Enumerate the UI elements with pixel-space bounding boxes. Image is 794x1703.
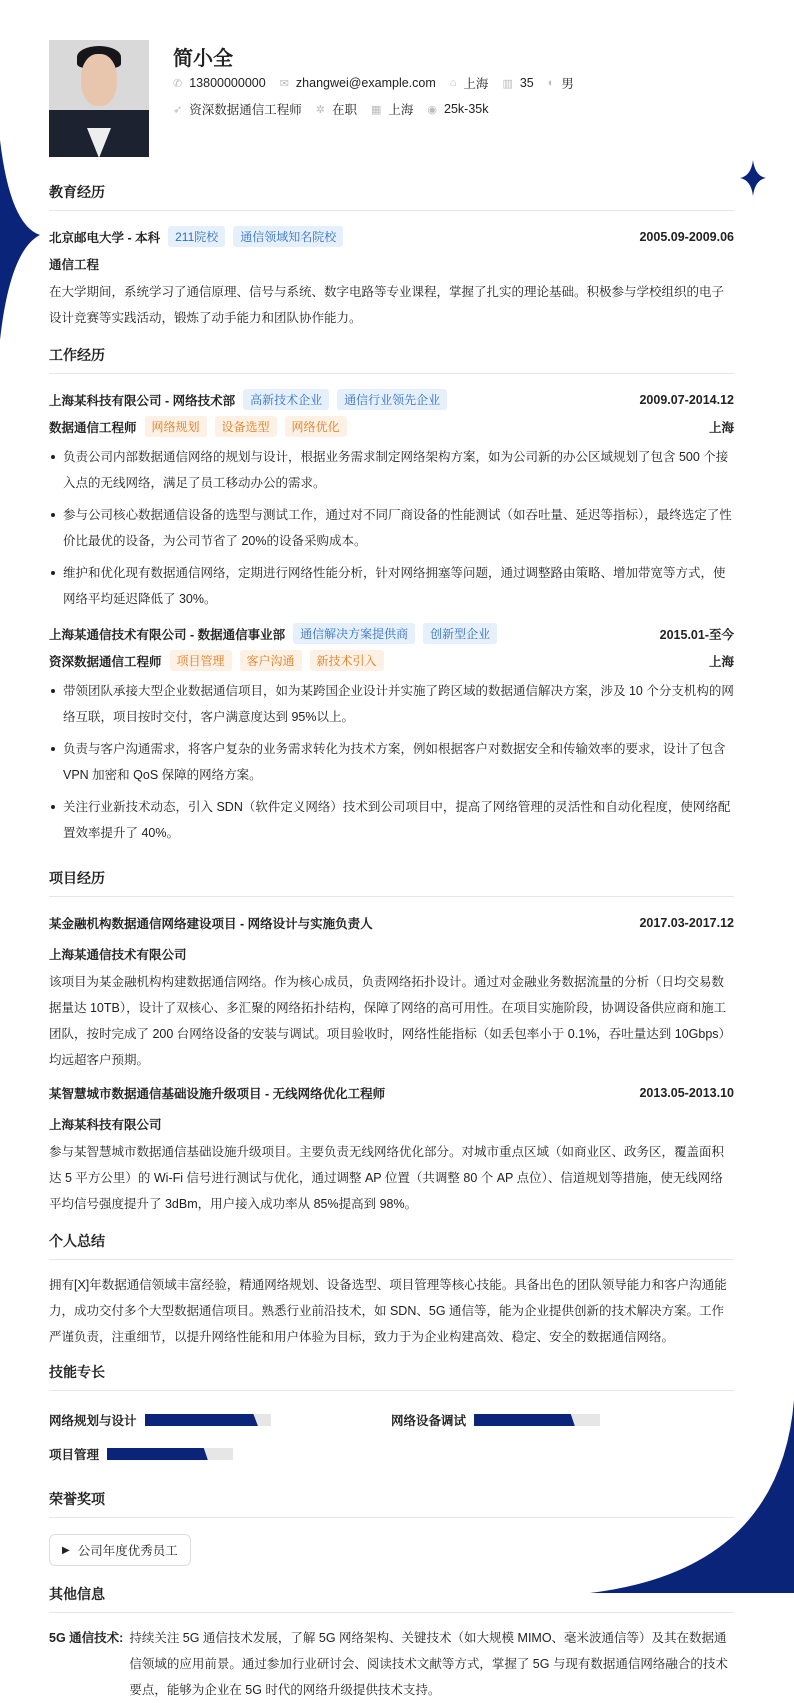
award-name: 公司年度优秀员工	[77, 1544, 178, 1558]
city: 上海	[463, 77, 489, 91]
skill-bar	[107, 1448, 233, 1460]
skill-tag: 网络优化	[285, 416, 347, 437]
tag: 通信领域知名院校	[233, 226, 343, 247]
avatar-photo	[49, 40, 149, 157]
skill-name: 网络规划与设计	[49, 1414, 137, 1428]
skill-tag: 客户沟通	[240, 650, 302, 671]
mail-icon: ✉	[279, 77, 289, 90]
skill-item	[391, 1403, 733, 1437]
project-item	[49, 909, 734, 1073]
bullet: 负责与客户沟通需求，将客户复杂的业务需求转化为技术方案，例如根据客户对数据安全和传输效率的要求，设计了包含 VPN 加密和 QoS 保障的网络方案。	[49, 736, 734, 788]
skill-name: 项目管理	[49, 1448, 100, 1462]
star-icon	[740, 160, 766, 196]
period: 2015.01-至今	[659, 627, 734, 642]
section-title: 其他信息	[49, 1584, 734, 1613]
status-icon: ✲	[315, 103, 325, 116]
section-title: 个人总结	[49, 1231, 734, 1260]
projects-section	[49, 868, 734, 1217]
bullet: 关注行业新技术动态，引入 SDN（软件定义网络）技术到公司项目中，提高了网络管理的灵活性和自动化程度，使网络配置效率提升了 40%。	[49, 794, 734, 846]
other-text: 持续关注 5G 通信技术发展，了解 5G 网络架构、关键技术（如大规模 MIMO、毫米波通信等）及其在数据通信领域的应用前景。通过参加行业研讨会、阅读技术文献等方式，掌握了 5G 与现有数据通信网络融合的技术要点，能够为企业在 5G 时代的网络升级提供技术支持。	[129, 1631, 728, 1697]
salary-icon: ◉	[427, 103, 437, 116]
description: 在大学期间，系统学习了通信原理、信号与系统、数字电路等专业课程，掌握了扎实的理论基础。积极参与学校组织的电子设计竞赛等实践活动，锻炼了动手能力和团队协作能力。	[49, 285, 725, 325]
skill-bar-fill	[145, 1414, 258, 1426]
gender-icon: ◐	[547, 77, 555, 89]
role: 资深数据通信工程师	[49, 654, 162, 669]
section-title: 项目经历	[49, 868, 734, 897]
decorative-shape-left	[0, 140, 40, 340]
company: 上海某通信技术有限公司 - 数据通信事业部	[49, 627, 286, 642]
target-city: 上海	[388, 103, 414, 117]
send-icon: ➶	[173, 103, 183, 116]
project-name: 某智慧城市数据通信基础设施升级项目 - 无线网络优化工程师	[49, 1086, 386, 1101]
school: 北京邮电大学 - 本科	[49, 230, 161, 245]
section-title: 荣誉奖项	[49, 1489, 734, 1518]
skills-section	[49, 1362, 734, 1471]
major: 通信工程	[49, 257, 100, 272]
triangle-right-icon: ▶	[62, 1544, 70, 1556]
gender: 男	[561, 77, 574, 91]
home-icon: ⌂	[449, 77, 457, 89]
project-item	[49, 1079, 734, 1217]
resume	[49, 40, 734, 1703]
award-item[interactable]	[49, 1534, 191, 1566]
skill-name: 网络设备调试	[391, 1414, 467, 1428]
awards-section	[49, 1489, 734, 1566]
job-status: 在职	[331, 103, 357, 117]
phone: 13800000000	[189, 76, 266, 90]
bullet: 负责公司内部数据通信网络的规划与设计，根据业务需求制定网络架构方案，如为公司新的办公区域规划了包含 500 个接入点的无线网络，满足了员工移动办公的需求。	[49, 444, 734, 496]
bullet: 参与公司核心数据通信设备的选型与测试工作，通过对不同厂商设备的性能测试（如吞吐量、延迟等指标），最终选定了性价比最优的设备，为公司节省了 20%的设备采购成本。	[49, 502, 734, 554]
summary-text: 拥有[X]年数据通信领域丰富经验，精通网络规划、设备选型、项目管理等核心技能。具备出色的团队领导能力和客户沟通能力，成功交付多个大型数据通信项目。熟悉行业前沿技术，如 SDN、5G 通信等，能为企业提供创新的技术解决方案。工作严谨负责，注重细节，以提升网络性能和用户体验为目标，致力于为企业构建高效、稳定、安全的数据通信网络。	[49, 1278, 727, 1344]
other-label: 5G 通信技术:	[49, 1631, 124, 1645]
skill-bar-fill	[107, 1448, 208, 1460]
phone-icon: ✆	[173, 77, 183, 90]
project-name: 某金融机构数据通信网络建设项目 - 网络设计与实施负责人	[49, 916, 373, 931]
skill-tag: 网络规划	[145, 416, 207, 437]
skill-bar	[474, 1414, 600, 1426]
role: 数据通信工程师	[49, 420, 137, 435]
skill-tag: 设备选型	[215, 416, 277, 437]
education-section	[49, 182, 734, 331]
location: 上海	[708, 420, 734, 435]
skill-item	[49, 1437, 391, 1471]
summary-section	[49, 1231, 734, 1350]
skill-bar-fill	[474, 1414, 575, 1426]
tag: 高新技术企业	[243, 389, 329, 410]
age-icon: ▥	[502, 77, 513, 90]
skill-item	[49, 1403, 391, 1437]
section-title: 技能专长	[49, 1362, 734, 1391]
candidate-name: 简小全	[173, 48, 233, 70]
project-company: 上海某科技有限公司	[49, 1117, 162, 1132]
description: 参与某智慧城市数据通信基础设施升级项目。主要负责无线网络优化部分。对城市重点区域（如商业区、政务区，覆盖面积达 5 平方公里）的 Wi-Fi 信号进行测试与优化，通过调整 AP 位置（共调整 80 个 AP 点位）、信道规划等措施，使无线网络平均信号强度提升了 3dBm，用户接入成功率从 85%提高到 98%。	[49, 1145, 725, 1211]
email: zhangwei@example.com	[295, 76, 436, 90]
bullet: 带领团队承接大型企业数据通信项目，如为某跨国企业设计并实施了跨区域的数据通信解决方案，涉及 10 个分支机构的网络互联，项目按时交付，客户满意度达到 95%以上。	[49, 678, 734, 730]
skill-tag: 项目管理	[170, 650, 232, 671]
project-company: 上海某通信技术有限公司	[49, 947, 187, 962]
header	[49, 40, 734, 158]
period: 2017.03-2017.12	[639, 915, 734, 930]
tag: 通信行业领先企业	[337, 389, 447, 410]
company: 上海某科技有限公司 - 网络技术部	[49, 393, 236, 408]
bullet: 维护和优化现有数据通信网络，定期进行网络性能分析，针对网络拥塞等问题，通过调整路由策略、增加带宽等方式，使网络平均延迟降低了 30%。	[49, 560, 734, 612]
other-item	[49, 1625, 734, 1703]
skill-bar	[145, 1414, 271, 1426]
other-section	[49, 1584, 734, 1703]
location: 上海	[708, 654, 734, 669]
period: 2013.05-2013.10	[639, 1085, 734, 1100]
description: 该项目为某金融机构构建数据通信网络。作为核心成员，负责网络拓扑设计。通过对金融业务数据流量的分析（日均交易数据量达 10TB），设计了双核心、多汇聚的网络拓扑结构，保障了网络的高可用性。在项目实施阶段，协调设备供应商和施工团队，按时完成了 200 台网络设备的安装与调试。项目验收时，网络性能指标（如丢包率小于 0.1%，吞吐量达到 10Gbps）均远超客户预期。	[49, 975, 732, 1067]
work-section	[49, 345, 734, 846]
salary: 25k-35k	[444, 102, 489, 116]
work-item	[49, 620, 734, 846]
tag: 通信解决方案提供商	[293, 623, 415, 644]
section-title: 教育经历	[49, 182, 734, 211]
tag: 创新型企业	[423, 623, 497, 644]
section-title: 工作经历	[49, 345, 734, 374]
work-item	[49, 386, 734, 612]
building-icon: ▦	[370, 103, 382, 116]
period: 2005.09-2009.06	[639, 229, 734, 244]
age: 35	[519, 76, 534, 90]
period: 2009.07-2014.12	[639, 392, 734, 407]
skill-tag: 新技术引入	[310, 650, 384, 671]
tag: 211院校	[168, 226, 225, 247]
job-title: 资深数据通信工程师	[189, 103, 302, 117]
